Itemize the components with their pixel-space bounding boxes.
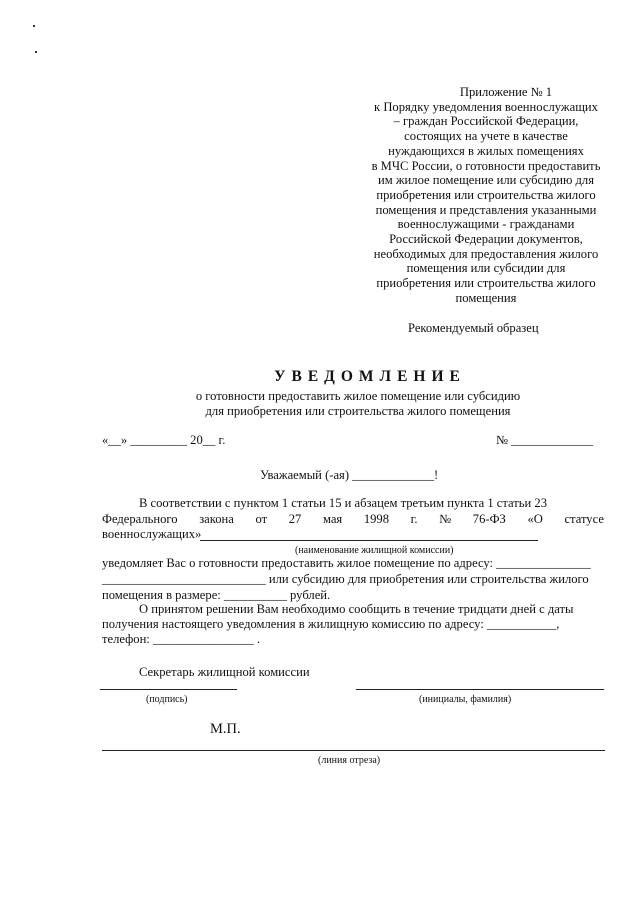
initials-caption: (инициалы, фамилия): [419, 694, 512, 705]
appendix-line: нуждающихся в жилых помещениях: [388, 143, 584, 158]
word: «О: [527, 512, 543, 526]
word: Федерального: [102, 512, 178, 526]
document-title: УВЕДОМЛЕНИЕ: [274, 368, 466, 385]
body-line-4: уведомляет Вас о готовности предоставить жилое помещение по адресу: _______________: [102, 556, 591, 570]
word: 27: [288, 512, 302, 526]
appendix-line: необходимых для предоставления жилого: [373, 246, 599, 261]
word: №: [439, 512, 452, 526]
appendix-line: – граждан Российской Федерации,: [393, 114, 579, 129]
signature-caption: (подпись): [146, 694, 188, 705]
initials-blank: [356, 689, 604, 690]
commission-name-blank: [200, 540, 538, 541]
appendix-line: приобретения или строительства жилого: [376, 276, 596, 291]
sample-label: Рекомендуемый образец: [408, 321, 539, 335]
paragraph-1-line-2: [102, 512, 604, 527]
word: 76-ФЗ: [472, 512, 506, 526]
appendix-line: к Порядку уведомления военнослужащих: [374, 99, 598, 114]
appendix-line: помещения: [455, 290, 517, 305]
paragraph-1-line-1: В соответствии с пунктом 1 статьи 15 и абзацем третьим пункта 1 статьи 23: [139, 496, 548, 510]
word: 1998: [363, 512, 390, 526]
scan-dot: [35, 51, 37, 53]
appendix-line: Российской Федерации документов,: [389, 232, 583, 247]
paragraph-2-line-2: получения настоящего уведомления в жилищную комиссию по адресу: ___________,: [102, 617, 560, 631]
appendix-header: [356, 85, 616, 306]
appendix-line: помещения или субсидии для: [406, 261, 566, 276]
signature-blank: [100, 689, 237, 690]
paragraph-2-line-3: телефон: ________________ .: [102, 632, 261, 646]
commission-caption: (наименование жилищной комиссии): [295, 545, 454, 556]
scan-dot: [33, 25, 35, 27]
appendix-line: военнослужащими - гражданами: [397, 217, 575, 232]
document-subtitle: [0, 389, 640, 418]
appendix-line: состоящих на учете в качестве: [404, 129, 568, 144]
secretary-label: Секретарь жилищной комиссии: [139, 665, 310, 679]
paragraph-1-line-3: военнослужащих»: [102, 527, 202, 541]
paragraph-2-line-1: О принятом решении Вам необходимо сообщить в течение тридцати дней с даты: [139, 602, 574, 616]
subtitle-line: о готовности предоставить жилое помещение или субсидию: [195, 389, 521, 403]
word: мая: [322, 512, 343, 526]
subtitle-line: для приобретения или строительства жилого помещения: [205, 403, 511, 418]
word: закона: [199, 512, 234, 526]
date-line: «__» _________ 20__ г.: [102, 433, 226, 447]
word: г.: [410, 512, 418, 526]
number-line: № _____________: [496, 433, 594, 447]
cut-line: [102, 750, 605, 751]
greeting: Уважаемый (-ая) _____________!: [260, 468, 439, 482]
appendix-line: приобретения или строительства жилого: [376, 187, 596, 202]
stamp-place-label: М.П.: [210, 721, 241, 737]
body-line-6: помещения в размере: __________ рублей.: [102, 588, 331, 602]
word: статусе: [564, 512, 604, 526]
cut-line-caption: (линия отреза): [318, 755, 381, 766]
word: от: [255, 512, 268, 526]
appendix-line: им жилое помещение или субсидию для: [377, 173, 595, 188]
appendix-line: помещения и представления указанными: [375, 202, 597, 217]
appendix-line: в МЧС России, о готовности предоставить: [371, 158, 601, 173]
body-line-5: __________________________ или субсидию для приобретения или строительства жилого: [102, 572, 589, 586]
appendix-number: Приложение № 1: [459, 85, 553, 99]
